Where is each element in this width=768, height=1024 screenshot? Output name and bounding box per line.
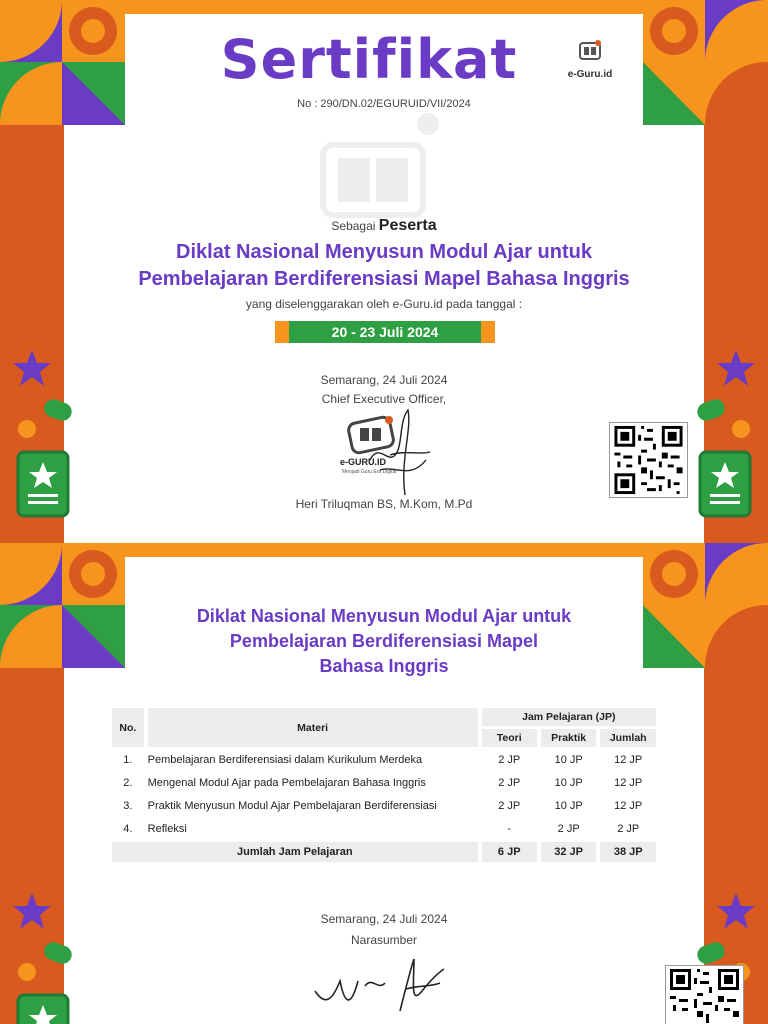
course-title-line1: Diklat Nasional Menyusun Modul Ajar untuk <box>176 241 592 263</box>
total-label: Jumlah Jam Pelajaran <box>112 842 478 862</box>
table-row <box>112 796 656 816</box>
book-icon <box>14 991 72 1024</box>
table-row <box>112 750 656 770</box>
book-logo-icon <box>577 38 603 64</box>
place-date: Semarang, 24 Juli 2024 <box>320 373 448 387</box>
table-row <box>112 819 656 839</box>
dot-decoration <box>18 963 36 981</box>
cell-teori: - <box>507 823 512 835</box>
date-range: 20 - 23 Juli 2024 <box>289 321 481 343</box>
date-banner <box>275 321 495 343</box>
cell-no: 3. <box>123 800 133 812</box>
course-title-line2: Pembelajaran Berdiferensiasi Mapel Bahasa Inggris <box>138 268 630 290</box>
cell-no: 1. <box>123 754 133 766</box>
cell-materi: Praktik Menyusun Modul Ajar Pembelajaran Berdiferensiasi <box>147 800 437 812</box>
certificate-number: No : 290/DN.02/EGURUID/VII/2024 <box>297 98 471 110</box>
cell-teori: 2 JP <box>498 777 521 789</box>
cell-jumlah: 12 JP <box>614 754 643 766</box>
header-teori: Teori <box>482 729 537 747</box>
syllabus-page <box>0 543 768 1024</box>
cell-praktik: 10 JP <box>554 777 583 789</box>
syllabus-table <box>108 705 660 865</box>
place-date: Semarang, 24 Juli 2024 <box>320 912 448 926</box>
brand-logo <box>560 38 620 80</box>
stamp-logo-text: e-GURU.ID <box>340 457 387 467</box>
certificate-title: Sertifikat <box>220 28 518 91</box>
qr-code-icon[interactable] <box>665 965 744 1024</box>
cell-jumlah: 2 JP <box>617 823 640 835</box>
cell-materi: Pembelajaran Berdiferensiasi dalam Kurikulum Merdeka <box>147 754 423 766</box>
role-prefix: Sebagai <box>331 219 376 233</box>
top-bar <box>125 543 643 557</box>
cell-teori: 2 JP <box>498 800 521 812</box>
cell-jumlah: 12 JP <box>614 800 643 812</box>
table-row <box>112 773 656 793</box>
cell-materi: Mengenal Modul Ajar pada Pembelajaran Bahasa Inggris <box>147 777 426 789</box>
qr-code-icon[interactable] <box>609 422 688 498</box>
cell-no: 2. <box>123 777 133 789</box>
total-jumlah: 38 JP <box>600 842 656 862</box>
signer-title: Chief Executive Officer, <box>321 392 447 406</box>
header-praktik: Praktik <box>541 729 597 747</box>
syllabus-title-line3: Bahasa Inggris <box>319 656 449 676</box>
top-bar <box>125 0 643 14</box>
brand-name: e-Guru.id <box>567 69 613 80</box>
book-watermark-icon <box>318 110 448 220</box>
syllabus-title-line1: Diklat Nasional Menyusun Modul Ajar untuk <box>196 606 572 626</box>
cell-materi: Refleksi <box>147 823 187 835</box>
stamp-tagline: Menjadi Guru Era Digital <box>342 469 397 475</box>
cell-no: 4. <box>123 823 133 835</box>
total-praktik: 32 JP <box>541 842 597 862</box>
organizer-text: yang diselenggarakan oleh e-Guru.id pada tanggal : <box>245 297 523 311</box>
cell-jumlah: 12 JP <box>614 777 643 789</box>
header-jp: Jam Pelajaran (JP) <box>482 708 656 726</box>
header-jumlah: Jumlah <box>600 729 656 747</box>
dot-decoration <box>18 420 36 438</box>
date-banner-left-accent <box>275 321 289 343</box>
cell-teori: 2 JP <box>498 754 521 766</box>
role-line <box>0 217 768 235</box>
header-no: No. <box>112 708 144 747</box>
date-banner-right-accent <box>481 321 495 343</box>
role-label: Peserta <box>378 217 437 234</box>
syllabus-title-line2: Pembelajaran Berdiferensiasi Mapel <box>229 631 539 651</box>
signature <box>310 951 450 1024</box>
signer-name: Heri Triluqman BS, M.Kom, M.Pd <box>295 497 473 511</box>
signer-title: Narasumber <box>350 933 418 947</box>
signature <box>360 400 440 500</box>
cell-praktik: 2 JP <box>557 823 580 835</box>
cell-praktik: 10 JP <box>554 800 583 812</box>
total-row <box>112 842 656 862</box>
header-materi: Materi <box>148 708 478 747</box>
total-teori: 6 JP <box>482 842 537 862</box>
cell-praktik: 10 JP <box>554 754 583 766</box>
dot-decoration <box>732 420 750 438</box>
